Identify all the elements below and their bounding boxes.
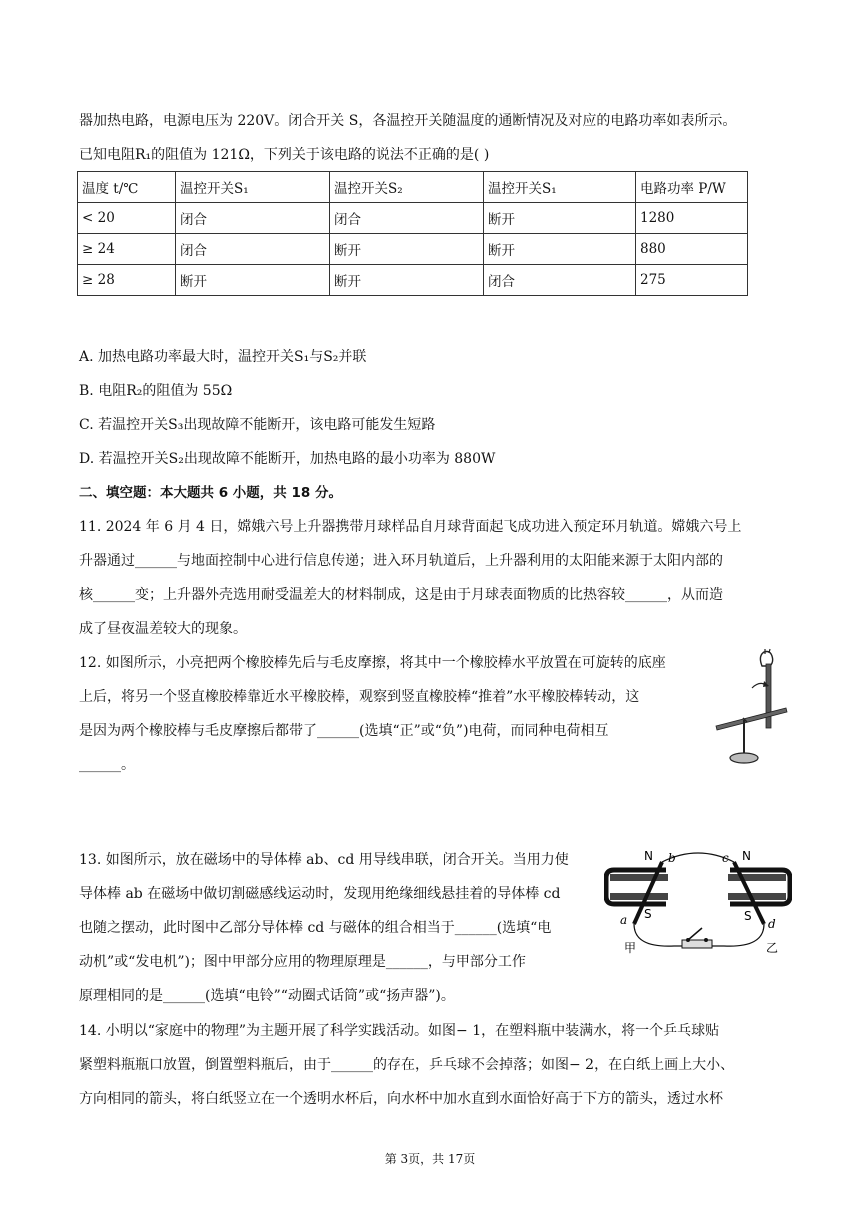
intro-line-2: 已知电阻R₁的阻值为 121Ω，下列关于该电路的说法不正确的是( ) <box>79 147 490 163</box>
table-row <box>78 234 748 265</box>
table-cell: ≥ 28 <box>78 265 176 296</box>
table-cell: 断开 <box>330 265 484 296</box>
section-heading: 二、填空题：本大题共 6 小题，共 18 分。 <box>79 485 342 501</box>
table-cell: 闭合 <box>176 234 330 265</box>
label-c: c <box>722 851 729 865</box>
magnet-conductor-figure <box>604 848 792 960</box>
q13-line-1: 13. 如图所示，放在磁场中的导体棒 ab、cd 用导线串联，闭合开关。当用力使 <box>79 852 569 868</box>
table-header-cell: 电路功率 P/W <box>636 172 748 203</box>
q13-line-5: 原理相同的是______(选填“电铃”“动圈式话筒”或“扬声器”)。 <box>79 988 455 1004</box>
table-header-cell: 温控开关S₁ <box>176 172 330 203</box>
table-cell: 断开 <box>176 265 330 296</box>
table-cell: 闭合 <box>330 203 484 234</box>
page-footer: 第 3页，共 17页 <box>384 1152 476 1166</box>
option-b: B. 电阻R₂的阻值为 55Ω <box>79 383 233 399</box>
table-cell: 1280 <box>636 203 748 234</box>
table-cell: 断开 <box>484 234 636 265</box>
label-s-left: S <box>644 907 652 921</box>
label-yi: 乙 <box>766 941 779 955</box>
rubber-rod-stand-figure <box>712 648 792 770</box>
option-a: A. 加热电路功率最大时，温控开关S₁与S₂并联 <box>79 349 367 365</box>
q13-line-2: 导体棒 ab 在磁场中做切割磁感线运动时，发现用绝缘细线悬挂着的导体棒 cd <box>79 886 561 902</box>
q11-line-2: 升器通过______与地面控制中心进行信息传递；进入环月轨道后，上升器利用的太阳能来源于太阳内部的 <box>79 553 723 569</box>
q11-line-3: 核______变；上升器外壳选用耐受温差大的材料制成，这是由于月球表面物质的比热容较______，从而造 <box>79 587 723 603</box>
label-n-left: N <box>644 849 653 863</box>
table-header-row <box>78 172 748 203</box>
label-jia: 甲 <box>624 941 637 955</box>
label-d: d <box>768 917 776 931</box>
table-cell: < 20 <box>78 203 176 234</box>
table-header-cell: 温控开关S₂ <box>330 172 484 203</box>
table-cell: 闭合 <box>484 265 636 296</box>
switch-power-table <box>77 171 748 296</box>
table-row <box>78 203 748 234</box>
table-row <box>78 265 748 296</box>
label-n-right: N <box>742 849 751 863</box>
table-cell: 880 <box>636 234 748 265</box>
label-s-right: S <box>744 909 752 923</box>
table-cell: 断开 <box>484 203 636 234</box>
q12-line-3: 是因为两个橡胶棒与毛皮摩擦后都带了______(选填“正”或“负”)电荷，而同种电荷相互 <box>79 723 609 739</box>
q11-line-4: 成了昼夜温差较大的现象。 <box>79 621 247 637</box>
option-c: C. 若温控开关S₃出现故障不能断开，该电路可能发生短路 <box>79 417 436 433</box>
table-header-cell: 温控开关S₁ <box>484 172 636 203</box>
table-cell: ≥ 24 <box>78 234 176 265</box>
q13-line-4: 动机”或“发电机”)；图中甲部分应用的物理原理是______，与甲部分工作 <box>79 954 526 970</box>
intro-line-1: 器加热电路，电源电压为 220V。闭合开关 S，各温控开关随温度的通断情况及对应的电路功率如表所示。 <box>79 113 737 129</box>
q13-line-3: 也随之摆动，此时图中乙部分导体棒 cd 与磁体的组合相当于______(选填“电 <box>79 920 552 936</box>
q12-line-4: ______。 <box>79 757 135 773</box>
table-cell: 闭合 <box>176 203 330 234</box>
option-d: D. 若温控开关S₂出现故障不能断开，加热电路的最小功率为 880W <box>79 451 496 467</box>
q12-line-2: 上后，将另一个竖直橡胶棒靠近水平橡胶棒，观察到竖直橡胶棒“推着”水平橡胶棒转动，这 <box>79 689 640 705</box>
table-header-cell: 温度 t/℃ <box>78 172 176 203</box>
label-b: b <box>668 851 676 865</box>
q12-line-1: 12. 如图所示，小亮把两个橡胶棒先后与毛皮摩擦，将其中一个橡胶棒水平放置在可旋转的底座 <box>79 655 666 671</box>
q11-line-1: 11. 2024 年 6 月 4 日，嫦娥六号上升器携带月球样品自月球背面起飞成功进入预定环月轨道。嫦娥六号上 <box>79 519 742 535</box>
table-cell: 275 <box>636 265 748 296</box>
q14-line-1: 14. 小明以“家庭中的物理”为主题开展了科学实践活动。如图− 1，在塑料瓶中装满水，将一个乒乓球贴 <box>79 1023 720 1039</box>
label-a: a <box>620 913 628 927</box>
q14-line-2: 紧塑料瓶瓶口放置，倒置塑料瓶后，由于______的存在，乒乓球不会掉落；如图− 2，在白纸上画上大小、 <box>79 1057 735 1073</box>
table-cell: 断开 <box>330 234 484 265</box>
q14-line-3: 方向相同的箭头，将白纸竖立在一个透明水杯后，向水杯中加水直到水面恰好高于下方的箭头，透过水杯 <box>79 1091 723 1107</box>
